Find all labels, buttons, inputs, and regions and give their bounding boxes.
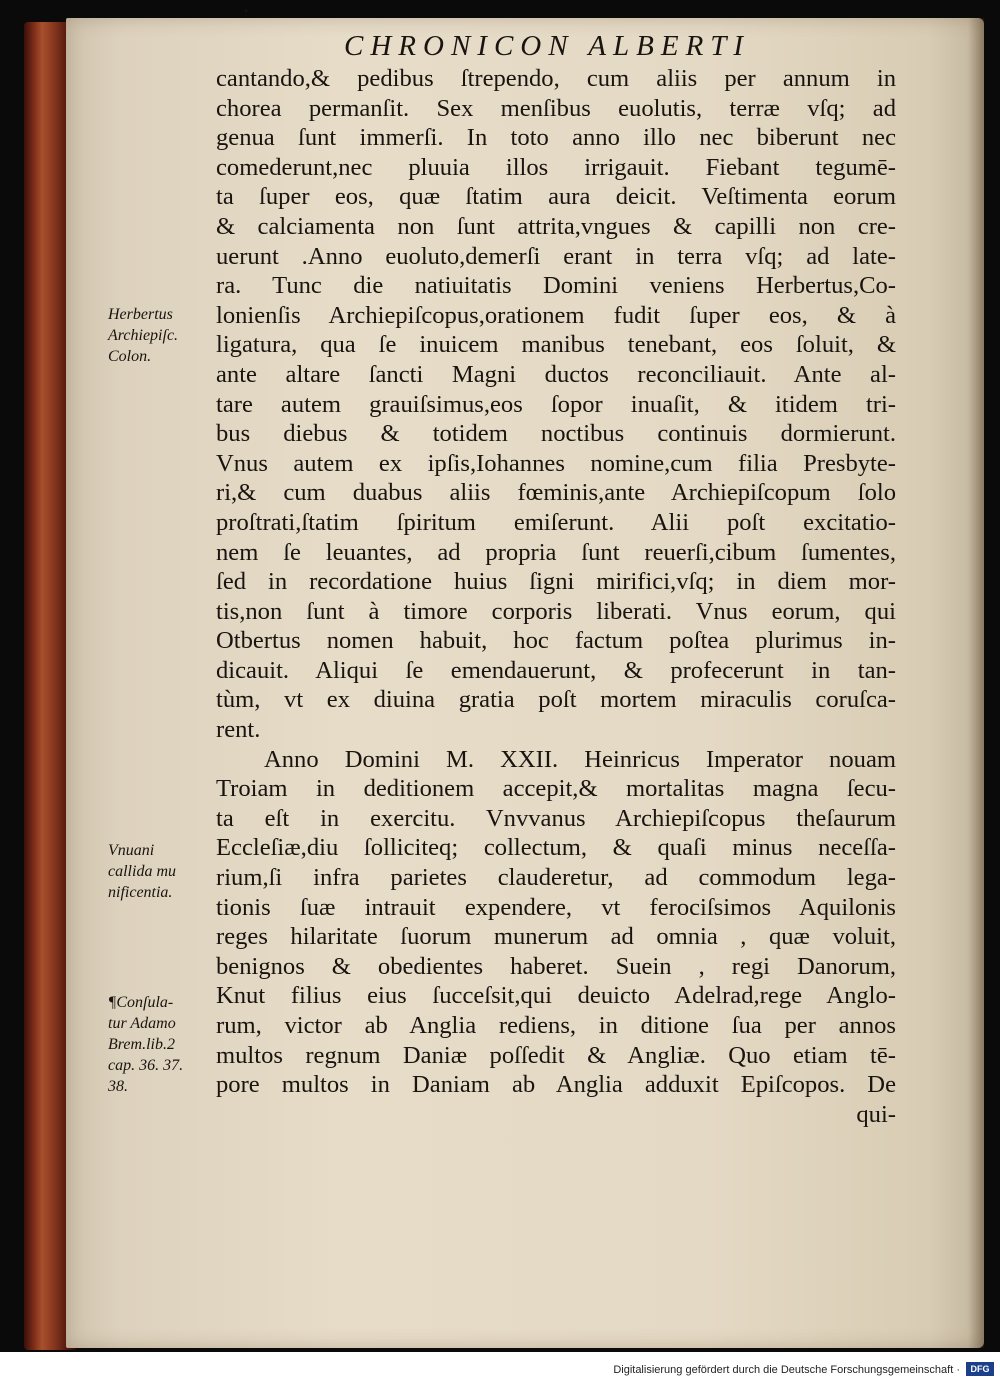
text-line: cantando,& pedibus ſtrependo, cum aliis per annum in — [216, 65, 896, 92]
text-line: tis,non ſunt à timore corporis liberati. Vnus eorum, qui — [216, 597, 896, 625]
margin-note-line: callida mu — [108, 863, 176, 880]
text-line: rent. — [216, 716, 261, 744]
text-line: ri,& cum duabus aliis fœminis,ante Archiepiſcopum ſolo — [216, 479, 896, 507]
text-line: multos regnum Daniæ poſſedit & Angliæ. Quo etiam tē- — [216, 1041, 896, 1069]
footer-credit: Digitalisierung gefördert durch die Deutsche Forschungsgemeinschaft · — [613, 1364, 960, 1376]
text-line: tionis ſuæ intrauit expendere, vt ferociſsimos Aquilonis — [216, 893, 896, 921]
text-line: ligatura, qua ſe inuicem manibus tenebant, eos ſoluit, & — [216, 331, 896, 359]
text-line: dicauit. Aliqui ſe emendauerunt, & profecerunt in tan- — [216, 656, 896, 684]
text-line: uerunt .Anno euoluto,demerſi erant in terra vſq; ad late- — [216, 242, 896, 270]
margin-note-line: nificentia. — [108, 884, 173, 901]
margin-note-line: cap. 36. 37. — [108, 1057, 184, 1074]
top-mark: • — [244, 4, 249, 18]
text-line: ta ſuper eos, quæ ſtatim aura deicit. Veſtimenta eorum — [216, 183, 896, 211]
text-line: Troiam in deditionem accepit,& mortalitas magna ſecu- — [216, 775, 896, 803]
text-line: rum, victor ab Anglia rediens, in ditione ſua per annos — [216, 1012, 896, 1039]
running-head: CHRONICON ALBERTI — [344, 30, 751, 62]
text-line: pore multos in Daniam ab Anglia adduxit Epiſcopos. De — [216, 1071, 896, 1099]
margin-note-vnuani — [108, 840, 232, 903]
catchword: qui- — [856, 1100, 896, 1128]
text-line: Vnus autem ex ipſis,Iohannes nomine,cum filia Presbyte- — [216, 449, 896, 477]
text-line: ſed in recordatione huius ſigni mirifici,vſq; in diem mor- — [216, 568, 896, 596]
dfg-logo: DFG — [966, 1362, 994, 1376]
text-line: ra. Tunc die natiuitatis Domini veniens Herbertus,Co- — [216, 272, 896, 300]
margin-note-herbertus — [108, 304, 232, 367]
text-line: tare autem grauiſsimus,eos ſopor inuaſit, & itidem tri- — [216, 390, 896, 418]
text-line: Otbertus nomen habuit, hoc factum poſtea plurimus in- — [216, 627, 896, 655]
text-line: ante altare ſancti Magni ductos reconciliauit. Ante al- — [216, 360, 896, 388]
text-line: & calciamenta non ſunt attrita,vngues & capilli non cre- — [216, 212, 896, 240]
page-edge-shadow — [968, 18, 984, 1348]
text-line: proſtrati,ſtatim ſpiritum emiſerunt. Alii poſt excitatio- — [216, 508, 896, 536]
margin-note-line: tur Adamo — [108, 1015, 176, 1032]
text-line: Knut filius eius ſucceſsit,qui deuicto Adelrad,rege Anglo- — [216, 982, 896, 1010]
margin-note-line: 38. — [108, 1078, 128, 1095]
margin-note-adam-bremen — [108, 992, 232, 1097]
text-line: rium,ſi infra parietes clauderetur, ad commodum lega- — [216, 864, 896, 892]
text-line: genua ſunt immerſi. In toto anno illo nec biberunt nec — [216, 124, 896, 152]
text-line: Eccleſiæ,diu ſolliciteq; collectum, & quaſi minus neceſſa- — [216, 834, 896, 862]
text-line: reges hilaritate ſuorum munerum ad omnia , quæ voluit, — [216, 923, 896, 951]
margin-note-line: Herbertus — [108, 306, 173, 323]
margin-note-line: Archiepiſc. — [108, 327, 179, 344]
body-text — [216, 64, 896, 1129]
margin-note-line: ¶Conſula- — [108, 994, 174, 1011]
text-line: Anno Domini M. XXII. Heinricus Imperator nouam — [264, 745, 896, 773]
margin-note-line: Brem.lib.2 — [108, 1036, 175, 1053]
text-line: benignos & obedientes haberet. Suein , regi Danorum, — [216, 952, 896, 980]
text-line: tùm, vt ex diuina gratia poſt mortem miraculis coruſca- — [216, 686, 896, 714]
margin-note-line: Vnuani — [108, 842, 155, 859]
margin-note-line: Colon. — [108, 348, 152, 365]
text-line: chorea permanſit. Sex menſibus euolutis, terræ vſq; ad — [216, 94, 896, 122]
text-line: bus diebus & totidem noctibus continuis dormierunt. — [216, 420, 896, 448]
text-line: comederunt,nec pluuia illos irrigauit. Fiebant tegumē- — [216, 153, 896, 181]
text-line: lonienſis Archiepiſcopus,orationem fudit ſuper eos, & à — [216, 301, 896, 329]
text-line: ta eſt in exercitu. Vnvvanus Archiepiſcopus theſaurum — [216, 804, 896, 832]
text-line: nem ſe leuantes, ad propria ſunt reuerſi,cibum ſumentes, — [216, 538, 896, 566]
